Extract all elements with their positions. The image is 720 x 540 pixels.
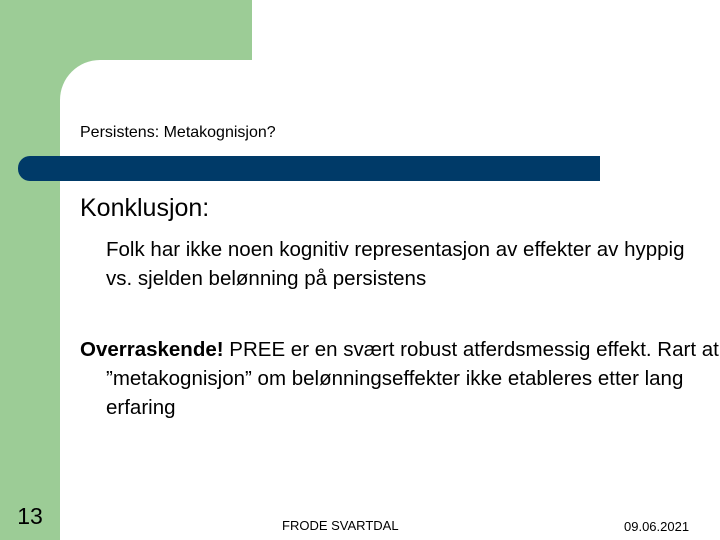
footer-date: 09.06.2021 — [624, 519, 690, 534]
conclusion-paragraph: Folk har ikke noen kognitiv representasjon av effekter av hyppig vs. sjelden belønning på persistens — [106, 238, 685, 290]
section-heading: Konklusjon: — [80, 194, 210, 222]
surprise-emphasis: Overraskende! — [80, 338, 224, 361]
footer-author: FRODE SVARTDAL — [282, 518, 399, 533]
decorative-left-band — [0, 0, 60, 540]
slide-title: Persistens: Metakognisjon? — [80, 124, 276, 141]
surprise-text: PREE er en svært robust atferdsmessig effekt. Rart at ”metakognisjon” om belønningseffekter ikke etableres etter lang erfaring — [106, 338, 719, 419]
title-underline-bar — [18, 156, 600, 181]
page-number: 13 — [17, 503, 43, 529]
surprise-paragraph — [80, 335, 720, 422]
decorative-corner — [60, 60, 100, 100]
